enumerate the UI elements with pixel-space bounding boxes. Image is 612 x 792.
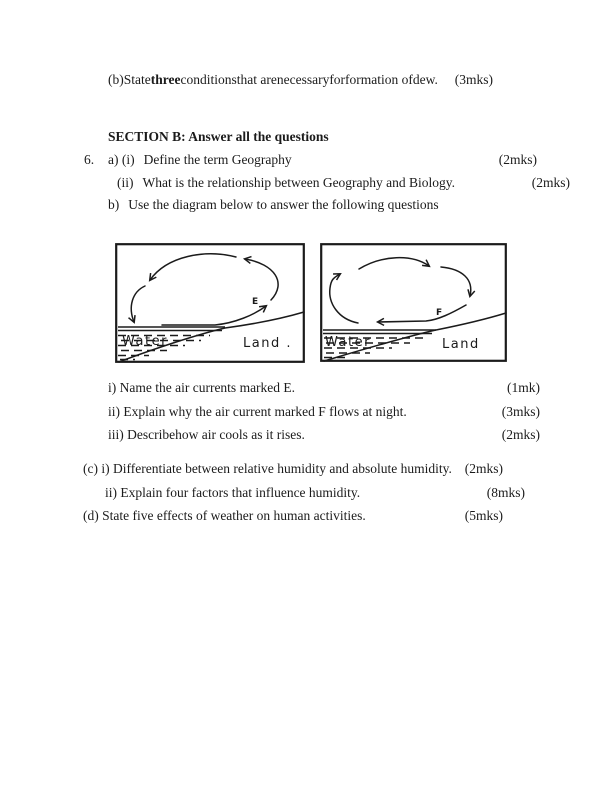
question-6a-ii-text: What is the relationship between Geography and Biology.	[142, 175, 456, 190]
marks-ii: (3mks)	[501, 404, 540, 419]
question-d	[83, 508, 503, 524]
water-label: Water	[122, 334, 168, 349]
land-breeze-drawing	[320, 243, 507, 362]
descending-air-arrow	[441, 267, 471, 296]
marks-b-dew: (3mks)	[454, 72, 493, 87]
rising-air-arrow	[245, 259, 278, 300]
section-b-header: SECTION B: Answer all the questions	[108, 129, 329, 144]
diagram-sea-breeze	[115, 243, 305, 363]
descending-air-arrow	[131, 286, 145, 322]
question-6b-text: Use the diagram below to answer the following questions	[128, 197, 439, 212]
upper-flow-arrow	[359, 258, 429, 269]
question-c-i-text: (c) i) Differentiate between relative humidity and absolute humidity.	[83, 461, 452, 476]
marks-6a-i: (2mks)	[498, 152, 537, 167]
question-b-dew	[108, 72, 493, 88]
marks-iii: (2mks)	[501, 427, 540, 442]
upper-flow-arrow	[150, 254, 236, 280]
rising-air-arrow	[330, 274, 358, 323]
question-iii	[108, 427, 540, 443]
question-iii-text: iii) Describehow air cools as it rises.	[108, 427, 305, 442]
question-6a-ii	[84, 175, 570, 191]
question-b-post: conditionsthat arenecessaryforformation ofdew.	[180, 72, 438, 87]
marks-6a-ii: (2mks)	[531, 175, 570, 190]
marks-d: (5mks)	[464, 508, 503, 523]
question-b-bold-word: three	[150, 72, 181, 87]
question-6a-ii-left	[117, 175, 455, 191]
question-6a-ii-label: (ii)	[117, 175, 134, 190]
marks-c-ii: (8mks)	[486, 485, 525, 500]
question-6b	[84, 197, 561, 213]
sea-breeze-drawing	[115, 243, 305, 363]
question-6b-label: b)	[108, 197, 120, 212]
surface-current-f-arrow	[378, 305, 466, 322]
question-c-ii-text: ii) Explain four factors that influence humidity.	[105, 485, 361, 500]
current-f-label: F	[436, 308, 443, 318]
land-label: Land	[442, 337, 480, 352]
question-6a-i-left	[84, 152, 292, 168]
question-c-ii	[83, 485, 525, 501]
question-i-text: i) Name the air currents marked E.	[108, 380, 296, 395]
question-6a-i	[84, 152, 537, 168]
question-c-i	[83, 461, 503, 477]
marks-c-i: (2mks)	[464, 461, 503, 476]
question-ii-text: ii) Explain why the air current marked F flows at night.	[108, 404, 407, 419]
diagram-land-breeze	[320, 243, 507, 362]
question-6b-left	[108, 197, 439, 213]
question-i	[108, 380, 540, 396]
question-b-pre: (b)State	[108, 72, 151, 87]
question-b-dew-text	[108, 72, 438, 88]
question-number: 6.	[84, 152, 95, 167]
water-label: Water	[325, 335, 371, 350]
marks-i: (1mk)	[507, 380, 540, 395]
question-6a-i-label: a) (i)	[108, 152, 135, 167]
question-6a-i-text: Define the term Geography	[143, 152, 292, 167]
land-label: Land .	[243, 336, 292, 351]
question-ii	[108, 404, 540, 420]
current-e-label: E	[252, 297, 259, 307]
question-d-text: (d) State five effects of weather on human activities.	[83, 508, 366, 523]
surface-current-e-arrow	[162, 306, 266, 325]
